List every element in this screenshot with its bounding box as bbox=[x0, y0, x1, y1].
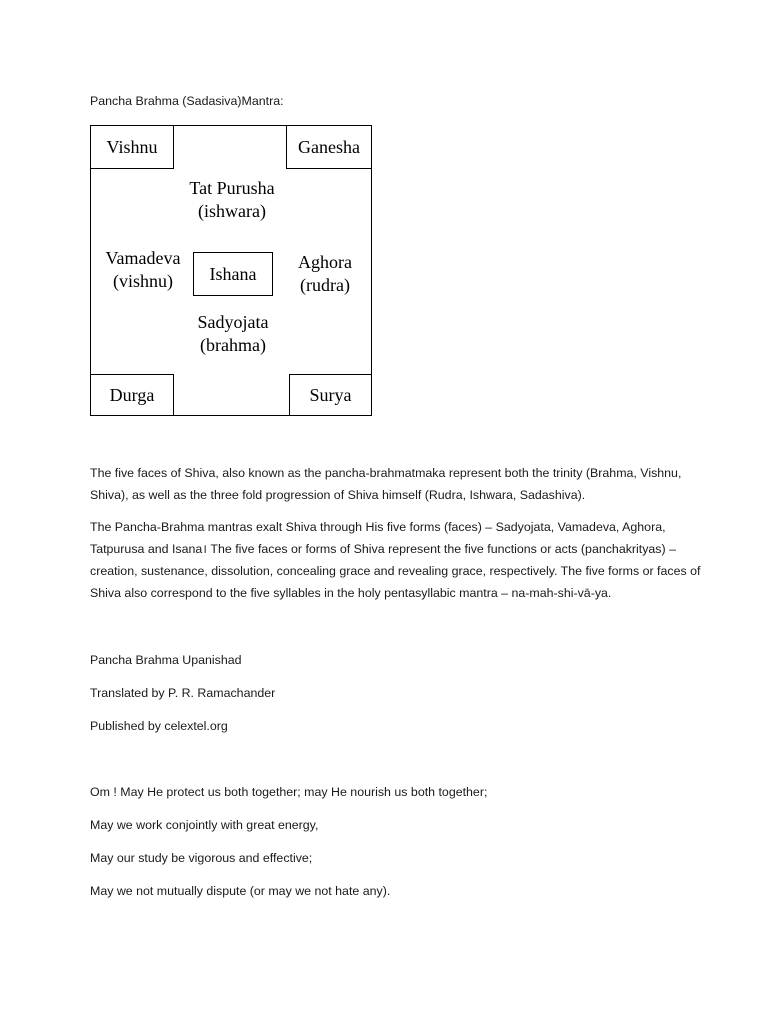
face-vamadeva bbox=[91, 247, 195, 293]
center-box-ishana: Ishana bbox=[193, 252, 273, 296]
face-tat-purusha bbox=[172, 177, 292, 223]
publisher-line: Published by celextel.org bbox=[90, 719, 228, 733]
pancha-brahma-diagram bbox=[90, 125, 372, 416]
face-sub: (brahma) bbox=[200, 335, 266, 355]
translator-line: Translated by P. R. Ramachander bbox=[90, 686, 276, 700]
face-name: Vamadeva bbox=[105, 248, 181, 268]
face-sub: (vishnu) bbox=[113, 271, 173, 291]
corner-box-vishnu: Vishnu bbox=[90, 125, 174, 169]
corner-box-ganesha: Ganesha bbox=[286, 125, 372, 169]
face-sub: (ishwara) bbox=[198, 201, 266, 221]
invocation-line-4: May we not mutually dispute (or may we not hate any). bbox=[90, 884, 391, 898]
face-name: Sadyojata bbox=[197, 312, 269, 332]
paragraph-five-faces: The five faces of Shiva, also known as the pancha-brahmatmaka represent both the trinity (Brahma, Vishnu, Shiva), as well as the three fold progression of Shiva himself (Rudra, Ishwara, Sadashiva). bbox=[90, 466, 682, 502]
paragraph-pancha-brahma-mantras: The Pancha-Brahma mantras exalt Shiva through His five forms (faces) – Sadyojata, Vamadeva, Aghora, Tatpurusa and Isana। The five faces or forms of Shiva represent the five functions or acts (panchakrityas) – creation, sustenance, dissolution, concealing grace and revealing grace, respectively. The five forms or faces of Shiva also correspond to the five syllables in the holy pentasyllabic mantra – na-mah-shi-vā-ya. bbox=[90, 520, 701, 600]
face-aghora bbox=[281, 251, 369, 297]
page-heading: Pancha Brahma (Sadasiva)Mantra: bbox=[90, 94, 284, 108]
invocation-line-2: May we work conjointly with great energy, bbox=[90, 818, 319, 832]
book-title: Pancha Brahma Upanishad bbox=[90, 653, 242, 667]
corner-box-surya: Surya bbox=[289, 374, 372, 416]
invocation-line-3: May our study be vigorous and effective; bbox=[90, 851, 313, 865]
face-name: Aghora bbox=[298, 252, 352, 272]
face-sub: (rudra) bbox=[300, 275, 350, 295]
face-name: Tat Purusha bbox=[189, 178, 275, 198]
invocation-line-1: Om ! May He protect us both together; may He nourish us both together; bbox=[90, 785, 488, 799]
corner-box-durga: Durga bbox=[90, 374, 174, 416]
face-sadyojata bbox=[177, 311, 289, 357]
